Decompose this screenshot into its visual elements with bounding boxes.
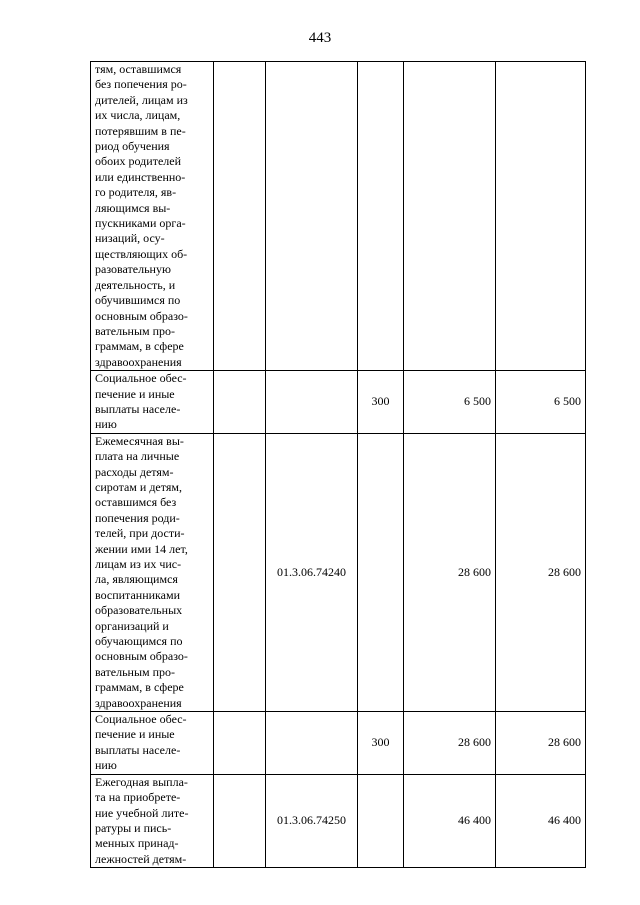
table-row (91, 433, 586, 711)
target-code-cell: 01.3.06.74240 (266, 433, 358, 711)
blank-cell (214, 433, 266, 711)
blank-cell (214, 712, 266, 775)
amount-cell: 28 600 (404, 712, 496, 775)
expense-type-cell (358, 433, 404, 711)
expense-type-cell: 300 (358, 371, 404, 434)
table-row (91, 62, 586, 371)
amount-cell: 46 400 (404, 774, 496, 867)
amount-cell: 46 400 (496, 774, 586, 867)
row-description: Социальное обес- печение и иные выплаты населе- нию (91, 371, 214, 434)
blank-cell (214, 371, 266, 434)
target-code-cell (266, 712, 358, 775)
blank-cell (214, 774, 266, 867)
expense-type-cell (358, 62, 404, 371)
amount-cell: 28 600 (496, 712, 586, 775)
page-number: 443 (308, 30, 332, 46)
amount-cell: 6 500 (496, 371, 586, 434)
blank-cell (214, 62, 266, 371)
amount-cell: 6 500 (404, 371, 496, 434)
target-code-cell (266, 62, 358, 371)
table-row (91, 712, 586, 775)
target-code-cell (266, 371, 358, 434)
amount-cell: 28 600 (404, 433, 496, 711)
amount-cell (404, 62, 496, 371)
budget-table (90, 61, 586, 868)
row-description: Социальное обес- печение и иные выплаты населе- нию (91, 712, 214, 775)
amount-cell: 28 600 (496, 433, 586, 711)
amount-cell (496, 62, 586, 371)
row-description: тям, оставшимся без попечения ро- дителей, лицам из их числа, лицам, потерявшим в пе- риод обучения обоих родителей или единственно- го родителя, яв- ляющимся вы- пускниками орга- низаций, осу- ществляющих об- разовательную деятельность, и обучившимся по основным образо- вательным про- граммам, в сфере здравоохранения (91, 62, 214, 371)
row-description: Ежегодная выпла- та на приобрете- ние учебной лите- ратуры и пись- менных принад- лежностей детям- (91, 774, 214, 867)
target-code-cell: 01.3.06.74250 (266, 774, 358, 867)
table-row (91, 774, 586, 867)
expense-type-cell: 300 (358, 712, 404, 775)
expense-type-cell (358, 774, 404, 867)
row-description: Ежемесячная вы- плата на личные расходы детям- сиротам и детям, оставшимся без попечения роди- телей, при дости- жении ими 14 лет, лицам из их чис- ла, являющимся воспитанниками образовательных организаций и обучающимся по основным образо- вательным про- граммам, в сфере здравоохранения (91, 433, 214, 711)
table-row (91, 371, 586, 434)
